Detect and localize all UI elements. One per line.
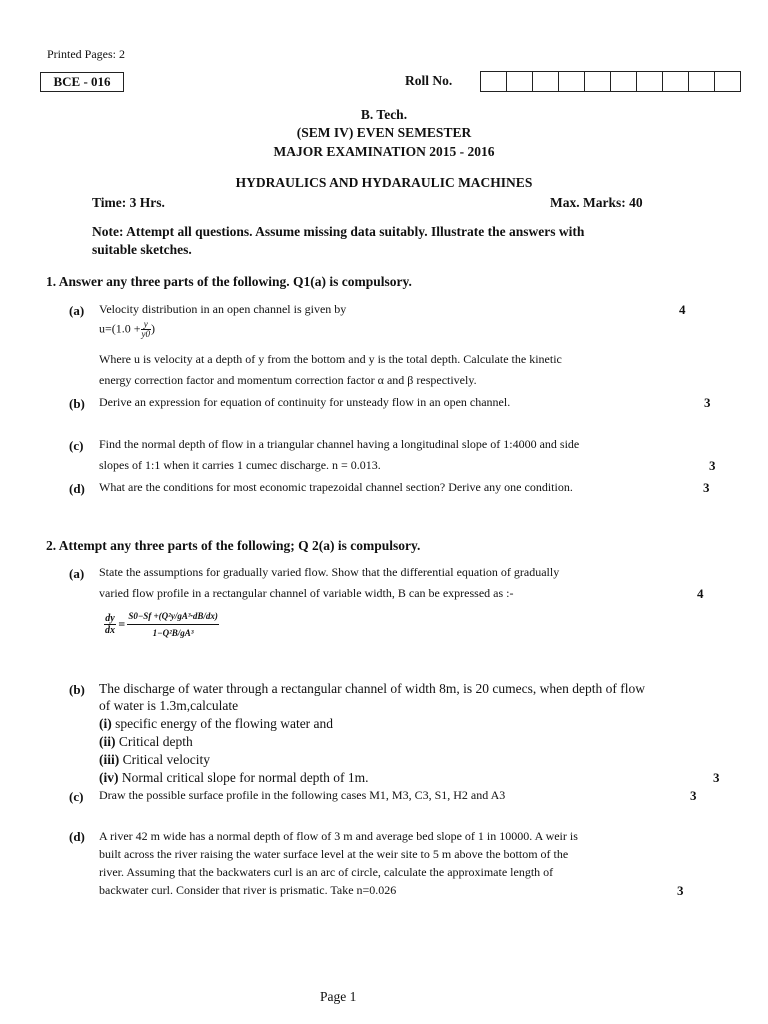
- q2b-item-ii-label: (ii): [99, 734, 116, 749]
- q2a-line-2: varied flow profile in a rectangular channel of variable width, B can be expressed as :-: [99, 586, 514, 600]
- q2d-line-1: A river 42 m wide has a normal depth of flow of 3 m and average bed slope of 1 in 10000. A weir is: [99, 829, 578, 843]
- q1b-text: Derive an expression for equation of continuity for unsteady flow in an open channel.: [99, 395, 511, 409]
- printed-pages: Printed Pages: 2: [47, 47, 125, 61]
- q2d-line-2: built across the river raising the water surface level at the weir site to 5 m above the bottom of the: [99, 847, 569, 861]
- roll-box[interactable]: [715, 72, 740, 91]
- gvf-lhs-num: dy: [105, 613, 115, 624]
- roll-box[interactable]: [611, 72, 637, 91]
- q1c-label: (c): [69, 438, 84, 453]
- q1a-line-2: Where u is velocity at a depth of y from the bottom and y is the total depth. Calculate the kinetic: [99, 352, 562, 366]
- q2b-item-iv-label: (iv): [99, 770, 119, 785]
- q1c-line-2: slopes of 1:1 when it carries 1 cumec discharge. n = 0.013.: [99, 458, 381, 472]
- q2c-text: Draw the possible surface profile in the following cases M1, M3, C3, S1, H2 and A3: [99, 788, 506, 802]
- q2b-item-i-label: (i): [99, 716, 112, 731]
- course-code-box: BCE - 016: [40, 72, 124, 92]
- degree-title: B. Tech.: [360, 107, 408, 122]
- note-line-2: suitable sketches.: [92, 242, 192, 257]
- roll-box[interactable]: [663, 72, 689, 91]
- note-line-1: Note: Attempt all questions. Assume missing data suitably. Illustrate the answers with: [92, 224, 585, 239]
- q2b-label: (b): [69, 682, 85, 697]
- q1a-formula-den: y0: [141, 329, 151, 339]
- q2b-line-2: of water is 1.3m,calculate: [99, 698, 239, 713]
- q2b-item-ii: [99, 734, 193, 750]
- q2b-marks: 3: [713, 770, 720, 785]
- exam-title: MAJOR EXAMINATION 2015 - 2016: [273, 144, 495, 159]
- q2c-label: (c): [69, 789, 84, 804]
- roll-box[interactable]: [507, 72, 533, 91]
- roll-box[interactable]: [689, 72, 715, 91]
- max-marks: Max. Marks: 40: [550, 195, 643, 210]
- q1d-marks: 3: [703, 480, 710, 495]
- q2b-item-ii-text: Critical depth: [115, 734, 193, 749]
- q1a-marks: 4: [679, 302, 686, 317]
- q1a-label: (a): [69, 303, 85, 318]
- roll-box[interactable]: [559, 72, 585, 91]
- roll-box[interactable]: [481, 72, 507, 91]
- roll-no-label: Roll No.: [405, 73, 453, 88]
- q1c-marks: 3: [709, 458, 716, 473]
- q2d-label: (d): [69, 829, 85, 844]
- gvf-equation: [104, 608, 219, 641]
- page-number: Page 1: [320, 989, 357, 1004]
- gvf-lhs: [104, 613, 116, 636]
- q1a-formula-num: y: [141, 320, 152, 330]
- subject-title: HYDRAULICS AND HYDARAULIC MACHINES: [235, 175, 533, 190]
- roll-box[interactable]: [637, 72, 663, 91]
- gvf-rhs: [127, 608, 218, 641]
- q1c-line-1: Find the normal depth of flow in a triangular channel having a longitudinal slope of 1:4000 and side: [99, 437, 580, 451]
- q2d-line-4: backwater curl. Consider that river is prismatic. Take n=0.026: [99, 883, 397, 897]
- gvf-rhs-den: 1−Q²B/gA³: [152, 628, 194, 638]
- q2c-marks: 3: [690, 788, 697, 803]
- q2d-marks: 3: [677, 883, 684, 898]
- q1a-formula-prefix: u=(1.0 +: [99, 321, 141, 336]
- q2b-item-iv: [99, 770, 369, 786]
- q1a-formula: [99, 320, 155, 339]
- q1-heading: 1. Answer any three parts of the following. Q1(a) is compulsory.: [46, 274, 412, 289]
- gvf-equals: =: [118, 617, 126, 631]
- roll-box[interactable]: [533, 72, 559, 91]
- q2b-item-i: [99, 716, 333, 732]
- roll-number-grid[interactable]: [480, 71, 741, 92]
- roll-box[interactable]: [585, 72, 611, 91]
- time-allowed: Time: 3 Hrs.: [92, 195, 165, 210]
- q2b-item-iii: [99, 752, 210, 768]
- q1a-line-1: Velocity distribution in an open channel is given by: [99, 302, 347, 316]
- q2b-item-iii-label: (iii): [99, 752, 120, 767]
- q2a-line-1: State the assumptions for gradually varied flow. Show that the differential equation of gradually: [99, 565, 560, 579]
- q1a-formula-fraction: [141, 320, 152, 339]
- q2-heading: 2. Attempt any three parts of the following; Q 2(a) is compulsory.: [46, 538, 421, 553]
- q2b-item-iii-text: Critical velocity: [119, 752, 210, 767]
- q1d-label: (d): [69, 481, 85, 496]
- q1a-formula-suffix: ): [151, 321, 156, 336]
- q2b-item-i-text: specific energy of the flowing water and: [111, 716, 334, 731]
- q1b-marks: 3: [704, 395, 711, 410]
- q2a-marks: 4: [697, 586, 704, 601]
- q2b-line-1: The discharge of water through a rectangular channel of width 8m, is 20 cumecs, when depth of flow: [99, 681, 645, 696]
- semester-title: (SEM IV) EVEN SEMESTER: [296, 125, 472, 140]
- gvf-lhs-den: dx: [105, 625, 115, 636]
- q2d-line-3: river. Assuming that the backwaters curl is an arc of circle, calculate the approximate length of: [99, 865, 554, 879]
- q1b-label: (b): [69, 396, 85, 411]
- q2a-label: (a): [69, 566, 85, 581]
- q1d-text: What are the conditions for most economic trapezoidal channel section? Derive any one condition.: [99, 480, 573, 494]
- gvf-rhs-num: S0−Sf +(Q²y/gA³·dB/dx): [127, 608, 218, 625]
- q1a-line-3: energy correction factor and momentum correction factor α and β respectively.: [99, 373, 477, 387]
- q2b-item-iv-text: Normal critical slope for normal depth of 1m.: [118, 770, 369, 785]
